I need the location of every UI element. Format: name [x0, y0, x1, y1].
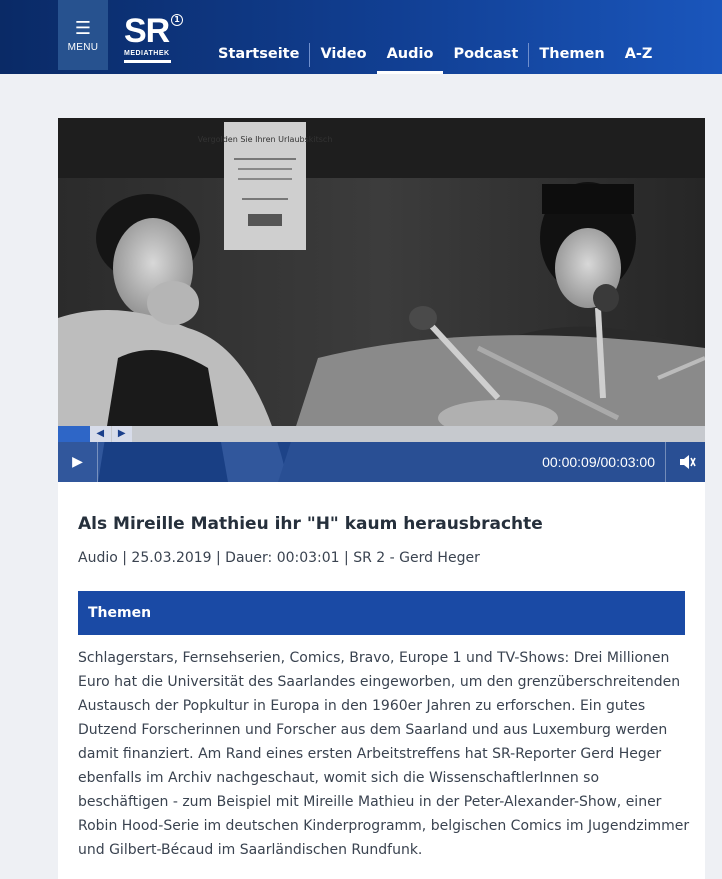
- player-controls: [58, 442, 705, 482]
- article-description: Schlagerstars, Fernsehserien, Comics, Bravo, Europe 1 und TV-Shows: Drei Millionen Euro hat die Universität des Saarlandes eingeworben, um den grenzüberschreitenden Austausch der Popkultur in Europa in den 1960er Jahren zu erforschen. Ein gutes Dutzend Forscherinnen und Forscher aus dem Saarland und aus Luxemburg werden damit finanziert. Am Rand eines ersten Arbeitstreffens hat SR-Reporter Gerd Heger ebenfalls im Archiv nachgeschaut, womit sich die WissenschaftlerInnen so beschäftigen - zum Beispiel mit Mireille Mathieu in der Peter-Alexander-Show, einer Robin Hood-Serie im deutschen Kinderprogramm, belgischen Comics im Jugendzimmer und Gilbert-Bécaud im Saarländischen Rundfunk.: [78, 650, 690, 858]
- progress-fill: [58, 426, 90, 442]
- seek-back-icon[interactable]: ◀: [90, 426, 111, 442]
- menu-label: MENU: [67, 41, 99, 53]
- play-icon: ▶: [72, 454, 83, 470]
- logo-text: SR: [124, 12, 170, 50]
- progress-bar[interactable]: [58, 426, 705, 442]
- main-nav: [208, 40, 662, 74]
- nav-item-audio[interactable]: Audio: [377, 40, 444, 74]
- hamburger-icon: ☰: [74, 17, 92, 39]
- volume-button[interactable]: [665, 442, 705, 482]
- nav-item-startseite[interactable]: Startseite: [218, 46, 300, 62]
- site-header: [0, 0, 722, 74]
- nav-item-video[interactable]: Video: [320, 46, 367, 62]
- themes-bar[interactable]: Themen: [78, 591, 685, 635]
- nav-item-themen[interactable]: Themen: [539, 46, 605, 62]
- content-card: [58, 118, 705, 879]
- progress-handle[interactable]: [90, 426, 132, 442]
- nav-item-a-z[interactable]: A-Z: [624, 46, 653, 62]
- article-meta: Audio | 25.03.2019 | Dauer: 00:03:01 | SR 2 - Gerd Heger: [78, 550, 480, 566]
- play-button[interactable]: [58, 442, 98, 482]
- time-display: 00:00:09/00:03:00: [542, 454, 655, 470]
- menu-button[interactable]: [58, 0, 108, 70]
- sr-mediathek-logo[interactable]: [124, 14, 184, 64]
- logo-bar: [124, 60, 171, 63]
- audio-player[interactable]: [58, 118, 705, 482]
- nav-item-podcast[interactable]: Podcast: [453, 46, 519, 62]
- speaker-mute-icon: [666, 442, 705, 482]
- poster-text: Vergolden Sie Ihren Urlaubskitsch: [197, 135, 333, 144]
- article-title: Als Mireille Mathieu ihr "H" kaum herausbrachte: [78, 514, 543, 534]
- ard-icon: 1: [171, 14, 183, 26]
- logo-subtitle: MEDIATHEK: [124, 50, 170, 57]
- seek-forward-icon[interactable]: ▶: [112, 426, 133, 442]
